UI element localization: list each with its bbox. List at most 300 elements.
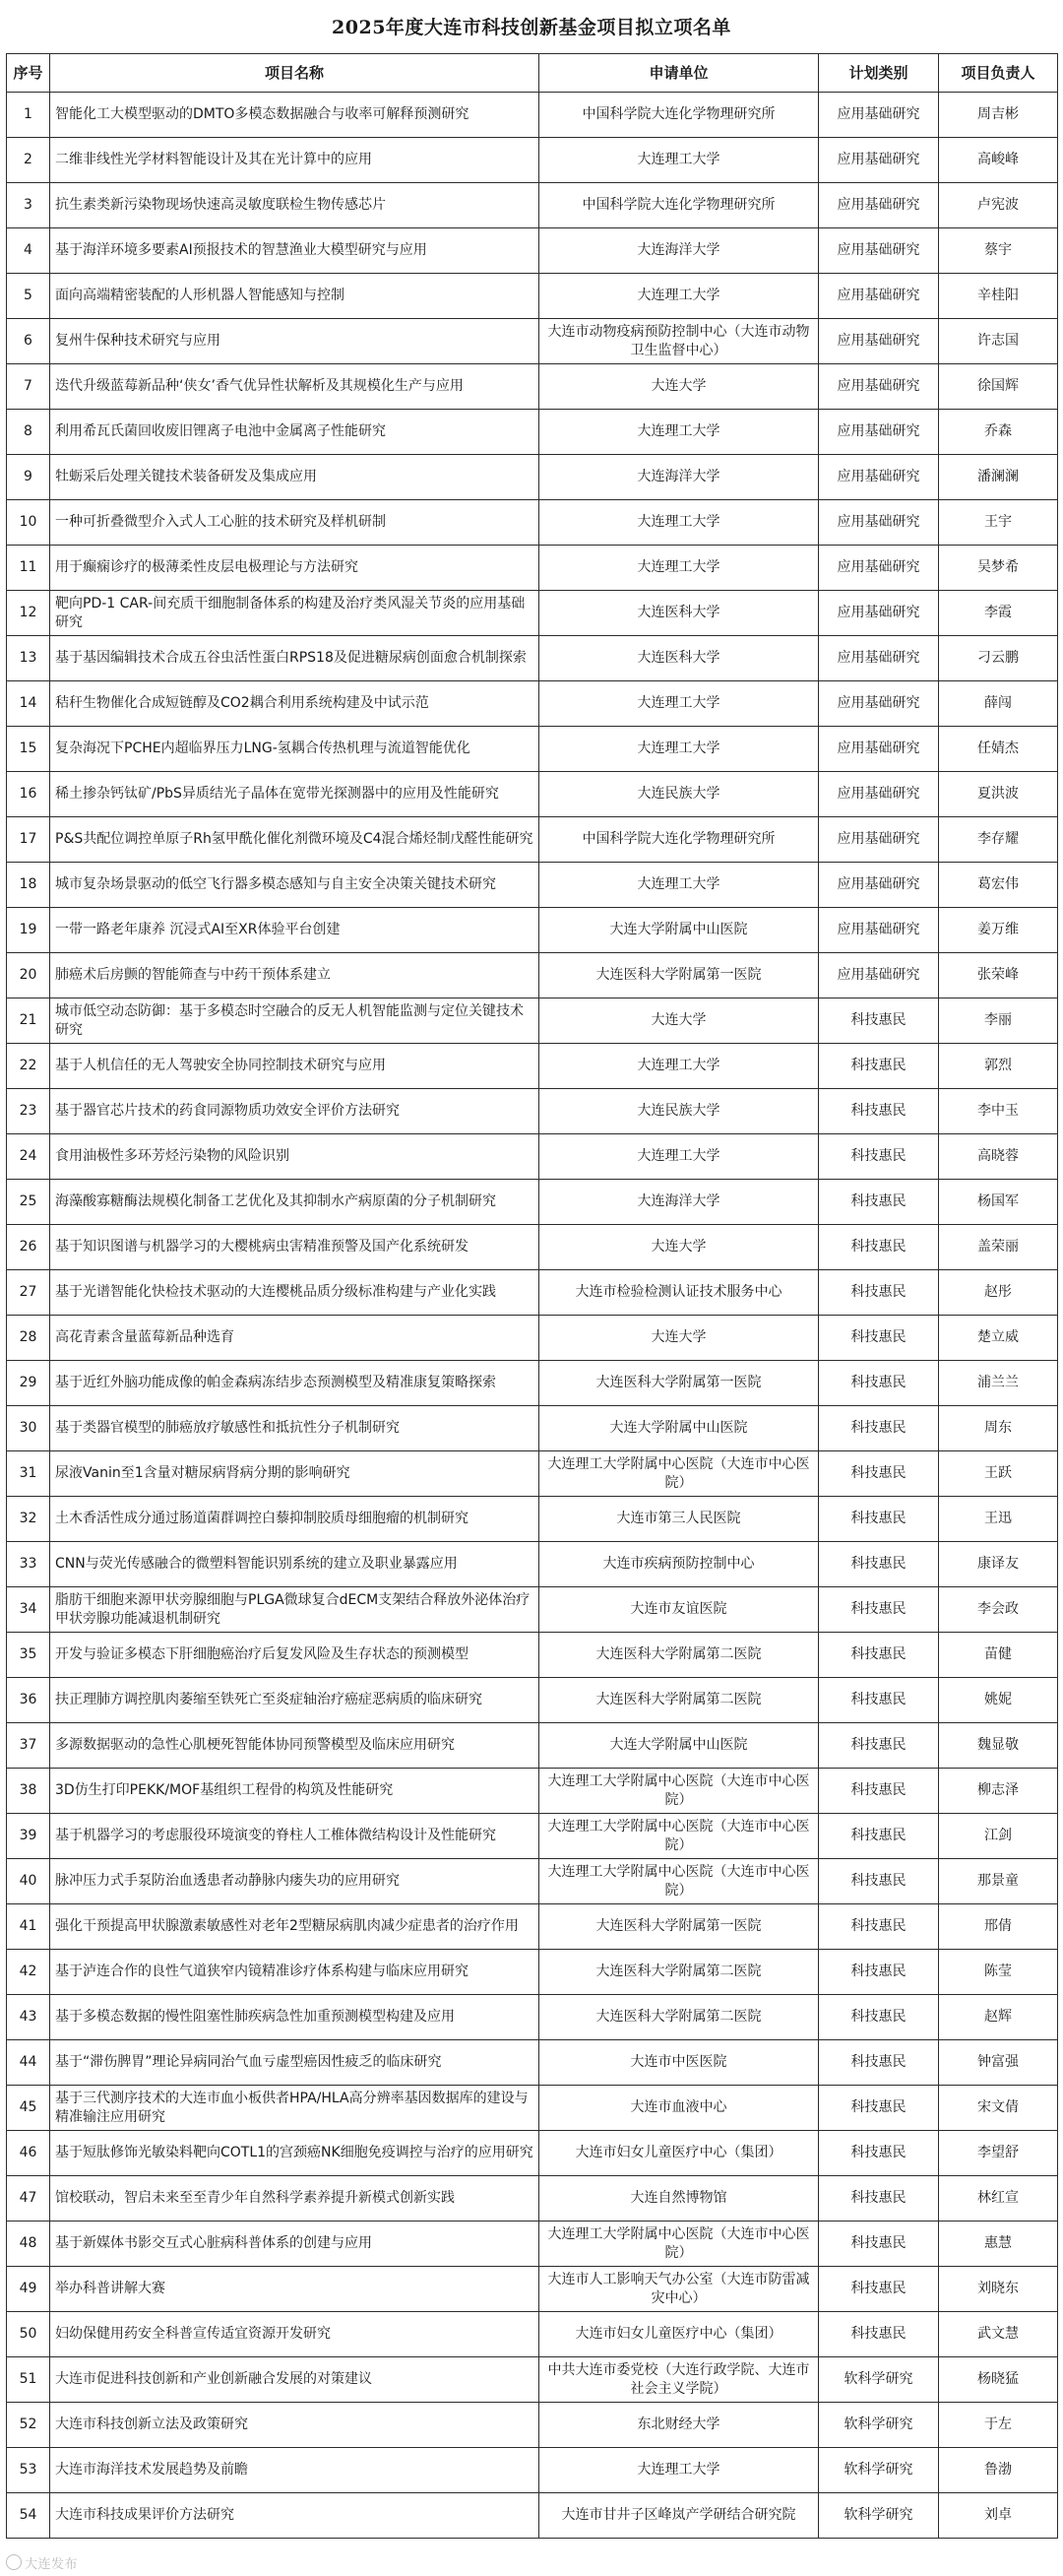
cell-plan-category: 科技惠民 [819,2131,939,2176]
table-row [7,953,1058,998]
cell-number: 7 [7,364,50,410]
cell-project-leader: 康译友 [939,1542,1058,1587]
cell-applicant-unit: 中国科学院大连化学物理研究所 [539,183,819,228]
cell-number: 44 [7,2040,50,2086]
cell-plan-category: 应用基础研究 [819,228,939,274]
cell-project-name: 开发与验证多模态下肝细胞癌治疗后复发风险及生存状态的预测模型 [50,1633,539,1678]
cell-plan-category: 应用基础研究 [819,183,939,228]
cell-applicant-unit: 大连市甘井子区峰岚产学研结合研究院 [539,2493,819,2539]
cell-applicant-unit: 大连民族大学 [539,1089,819,1134]
table-row [7,1180,1058,1225]
cell-number: 14 [7,681,50,727]
cell-number: 48 [7,2222,50,2267]
cell-applicant-unit: 大连医科大学附属第二医院 [539,1950,819,1995]
cell-project-leader: 潘澜澜 [939,455,1058,500]
cell-number: 13 [7,636,50,681]
table-row [7,1678,1058,1723]
cell-applicant-unit: 大连市第三人民医院 [539,1497,819,1542]
cell-project-leader: 李丽 [939,998,1058,1044]
cell-project-name: 复杂海况下PCHE内超临界压力LNG-氢耦合传热机理与流道智能优化 [50,727,539,772]
cell-plan-category: 科技惠民 [819,1134,939,1180]
cell-project-leader: 辛桂阳 [939,274,1058,319]
cell-plan-category: 应用基础研究 [819,93,939,138]
cell-project-name: 基于海洋环境多要素AI预报技术的智慧渔业大模型研究与应用 [50,228,539,274]
table-row [7,1995,1058,2040]
table-row [7,2267,1058,2312]
table-row [7,1134,1058,1180]
column-header-project-name: 项目名称 [50,54,539,93]
cell-number: 17 [7,817,50,863]
cell-project-name: 3D仿生打印PEKK/MOF基组织工程骨的构筑及性能研究 [50,1769,539,1814]
cell-project-leader: 鲁渤 [939,2448,1058,2493]
cell-plan-category: 科技惠民 [819,1678,939,1723]
cell-applicant-unit: 大连市检验检测认证技术服务中心 [539,1270,819,1316]
project-list-table [6,53,1058,2539]
cell-project-leader: 江剑 [939,1814,1058,1859]
cell-number: 31 [7,1451,50,1497]
cell-number: 9 [7,455,50,500]
cell-project-name: 基于人机信任的无人驾驶安全协同控制技术研究与应用 [50,1044,539,1089]
cell-applicant-unit: 大连市妇女儿童医疗中心（集团） [539,2312,819,2357]
cell-number: 15 [7,727,50,772]
table-row [7,319,1058,364]
table-row [7,2357,1058,2403]
cell-project-name: 城市复杂场景驱动的低空飞行器多模态感知与自主安全决策关键技术研究 [50,863,539,908]
cell-applicant-unit: 中共大连市委党校（大连行政学院、大连市社会主义学院） [539,2357,819,2403]
cell-plan-category: 应用基础研究 [819,591,939,636]
cell-plan-category: 科技惠民 [819,2222,939,2267]
table-row [7,455,1058,500]
cell-project-name: 基于机器学习的考虑服役环境演变的脊柱人工椎体微结构设计及性能研究 [50,1814,539,1859]
cell-project-name: 基于三代测序技术的大连市血小板供者HPA/HLA高分辨率基因数据库的建设与精准输注应用研究 [50,2086,539,2131]
cell-number: 36 [7,1678,50,1723]
cell-project-leader: 林红宣 [939,2176,1058,2222]
cell-project-leader: 姜万维 [939,908,1058,953]
cell-applicant-unit: 大连大学附属中山医院 [539,1723,819,1769]
cell-project-leader: 楚立威 [939,1316,1058,1361]
cell-project-leader: 王跃 [939,1451,1058,1497]
cell-number: 2 [7,138,50,183]
document-title: 2025年度大连市科技创新基金项目拟立项名单 [332,17,731,38]
table-row [7,2040,1058,2086]
cell-number: 3 [7,183,50,228]
cell-project-leader: 邢倩 [939,1904,1058,1950]
cell-project-name: 尿液Vanin至1含量对糖尿病肾病分期的影响研究 [50,1451,539,1497]
cell-project-leader: 杨国军 [939,1180,1058,1225]
cell-number: 29 [7,1361,50,1406]
table-row [7,908,1058,953]
cell-project-leader: 蔡宇 [939,228,1058,274]
cell-plan-category: 科技惠民 [819,1542,939,1587]
column-header-number: 序号 [7,54,50,93]
cell-number: 22 [7,1044,50,1089]
cell-applicant-unit: 大连大学 [539,998,819,1044]
table-header-row [7,54,1058,93]
cell-number: 4 [7,228,50,274]
cell-applicant-unit: 大连理工大学 [539,138,819,183]
cell-project-name: 靶向PD-1 CAR-间充质干细胞制备体系的构建及治疗类风湿关节炎的应用基础研究 [50,591,539,636]
table-row [7,591,1058,636]
cell-project-name: 大连市科技成果评价方法研究 [50,2493,539,2539]
cell-project-name: 二维非线性光学材料智能设计及其在光计算中的应用 [50,138,539,183]
table-row [7,817,1058,863]
cell-number: 50 [7,2312,50,2357]
cell-plan-category: 科技惠民 [819,2040,939,2086]
cell-project-name: 举办科普讲解大赛 [50,2267,539,2312]
column-header-project-leader: 项目负责人 [939,54,1058,93]
cell-plan-category: 科技惠民 [819,1723,939,1769]
cell-project-leader: 李会政 [939,1587,1058,1633]
cell-applicant-unit: 大连医科大学附属第二医院 [539,1633,819,1678]
cell-project-name: 稀土掺杂钙钛矿/PbS异质结光子晶体在宽带光探测器中的应用及性能研究 [50,772,539,817]
cell-plan-category: 科技惠民 [819,1451,939,1497]
table-row [7,1587,1058,1633]
table-row [7,228,1058,274]
cell-project-name: 基于光谱智能化快检技术驱动的大连樱桃品质分级标准构建与产业化实践 [50,1270,539,1316]
cell-plan-category: 应用基础研究 [819,274,939,319]
column-header-applicant-unit: 申请单位 [539,54,819,93]
table-row [7,1859,1058,1904]
table-row [7,681,1058,727]
table-row [7,998,1058,1044]
cell-applicant-unit: 大连理工大学附属中心医院（大连市中心医院） [539,1451,819,1497]
cell-project-leader: 周东 [939,1406,1058,1451]
cell-project-leader: 王宇 [939,500,1058,546]
cell-applicant-unit: 大连大学 [539,1225,819,1270]
cell-project-name: 基于多模态数据的慢性阻塞性肺疾病急性加重预测模型构建及应用 [50,1995,539,2040]
cell-plan-category: 应用基础研究 [819,908,939,953]
cell-project-leader: 高峻峰 [939,138,1058,183]
cell-applicant-unit: 大连市血液中心 [539,2086,819,2131]
cell-number: 6 [7,319,50,364]
cell-plan-category: 科技惠民 [819,1270,939,1316]
cell-applicant-unit: 大连理工大学 [539,546,819,591]
cell-plan-category: 应用基础研究 [819,500,939,546]
cell-applicant-unit: 大连大学附属中山医院 [539,908,819,953]
cell-project-name: 基于近红外脑功能成像的帕金森病冻结步态预测模型及精准康复策略探索 [50,1361,539,1406]
table-row [7,1723,1058,1769]
cell-project-leader: 薛闯 [939,681,1058,727]
cell-number: 43 [7,1995,50,2040]
cell-applicant-unit: 大连海洋大学 [539,455,819,500]
table-row [7,1406,1058,1451]
cell-project-name: 脂肪干细胞来源甲状旁腺细胞与PLGA微球复合dECM支架结合释放外泌体治疗甲状旁腺功能减退机制研究 [50,1587,539,1633]
cell-plan-category: 软科学研究 [819,2448,939,2493]
cell-applicant-unit: 中国科学院大连化学物理研究所 [539,93,819,138]
cell-number: 37 [7,1723,50,1769]
table-row [7,1089,1058,1134]
cell-applicant-unit: 大连医科大学附属第一医院 [539,1904,819,1950]
cell-plan-category: 科技惠民 [819,1814,939,1859]
cell-plan-category: 应用基础研究 [819,636,939,681]
cell-project-name: 大连市海洋技术发展趋势及前瞻 [50,2448,539,2493]
cell-project-leader: 魏显敬 [939,1723,1058,1769]
cell-project-leader: 李中玉 [939,1089,1058,1134]
cell-applicant-unit: 大连市友谊医院 [539,1587,819,1633]
cell-number: 40 [7,1859,50,1904]
cell-applicant-unit: 大连医科大学附属第二医院 [539,1995,819,2040]
watermark-text: 大连发布 [25,2557,79,2572]
cell-number: 41 [7,1904,50,1950]
cell-number: 23 [7,1089,50,1134]
table-row [7,863,1058,908]
cell-plan-category: 科技惠民 [819,1089,939,1134]
table-row [7,410,1058,455]
cell-number: 26 [7,1225,50,1270]
table-row [7,364,1058,410]
cell-project-leader: 惠慧 [939,2222,1058,2267]
cell-project-leader: 陈莹 [939,1950,1058,1995]
cell-applicant-unit: 大连理工大学附属中心医院（大连市中心医院） [539,1769,819,1814]
cell-applicant-unit: 大连大学 [539,1316,819,1361]
table-row [7,2493,1058,2539]
cell-project-name: 基于器官芯片技术的药食同源物质功效安全评价方法研究 [50,1089,539,1134]
cell-plan-category: 科技惠民 [819,2086,939,2131]
table-row [7,1451,1058,1497]
cell-number: 20 [7,953,50,998]
cell-project-name: 智能化工大模型驱动的DMTO多模态数据融合与收率可解释预测研究 [50,93,539,138]
table-row [7,546,1058,591]
cell-project-leader: 吴梦希 [939,546,1058,591]
cell-project-leader: 李霞 [939,591,1058,636]
cell-project-name: 食用油极性多环芳烃污染物的风险识别 [50,1134,539,1180]
cell-project-name: 迭代升级蓝莓新品种‘侠女’香气优异性状解析及其规模化生产与应用 [50,364,539,410]
cell-number: 28 [7,1316,50,1361]
cell-project-name: 牡蛎采后处理关键技术装备研发及集成应用 [50,455,539,500]
table-row [7,2131,1058,2176]
cell-project-leader: 张荣峰 [939,953,1058,998]
cell-number: 45 [7,2086,50,2131]
cell-project-name: 抗生素类新污染物现场快速高灵敏度联检生物传感芯片 [50,183,539,228]
cell-plan-category: 应用基础研究 [819,455,939,500]
cell-applicant-unit: 东北财经大学 [539,2403,819,2448]
cell-plan-category: 应用基础研究 [819,410,939,455]
cell-number: 32 [7,1497,50,1542]
cell-plan-category: 科技惠民 [819,2267,939,2312]
cell-project-name: 基于泸连合作的良性气道狭窄内镜精准诊疗体系构建与临床应用研究 [50,1950,539,1995]
cell-project-leader: 浦兰兰 [939,1361,1058,1406]
cell-plan-category: 科技惠民 [819,1225,939,1270]
cell-applicant-unit: 大连市中医医院 [539,2040,819,2086]
table-row [7,1316,1058,1361]
cell-project-leader: 姚妮 [939,1678,1058,1723]
cell-number: 53 [7,2448,50,2493]
cell-project-name: 肺癌术后房颤的智能筛查与中药干预体系建立 [50,953,539,998]
cell-number: 34 [7,1587,50,1633]
cell-project-name: 基于知识图谱与机器学习的大樱桃病虫害精准预警及国产化系统研发 [50,1225,539,1270]
cell-project-leader: 赵辉 [939,1995,1058,2040]
cell-applicant-unit: 大连理工大学 [539,681,819,727]
cell-applicant-unit: 大连理工大学 [539,1134,819,1180]
cell-applicant-unit: 大连大学 [539,364,819,410]
cell-number: 21 [7,998,50,1044]
cell-plan-category: 应用基础研究 [819,953,939,998]
cell-project-name: 基于短肽修饰光敏染料靶向COTL1的宫颈癌NK细胞免疫调控与治疗的应用研究 [50,2131,539,2176]
cell-plan-category: 应用基础研究 [819,817,939,863]
cell-project-leader: 李存耀 [939,817,1058,863]
cell-project-name: 馆校联动，智启未来至至青少年自然科学素养提升新模式创新实践 [50,2176,539,2222]
cell-number: 33 [7,1542,50,1587]
table-row [7,2086,1058,2131]
cell-applicant-unit: 大连理工大学 [539,1044,819,1089]
table-row [7,93,1058,138]
cell-plan-category: 科技惠民 [819,1406,939,1451]
cell-plan-category: 科技惠民 [819,1950,939,1995]
cell-project-leader: 苗健 [939,1633,1058,1678]
cell-plan-category: 科技惠民 [819,1497,939,1542]
cell-project-leader: 钟富强 [939,2040,1058,2086]
cell-plan-category: 科技惠民 [819,1859,939,1904]
cell-project-leader: 郭烈 [939,1044,1058,1089]
cell-applicant-unit: 大连理工大学附属中心医院（大连市中心医院） [539,1814,819,1859]
cell-plan-category: 科技惠民 [819,1633,939,1678]
cell-project-leader: 于左 [939,2403,1058,2448]
cell-project-leader: 刘晓东 [939,2267,1058,2312]
cell-applicant-unit: 中国科学院大连化学物理研究所 [539,817,819,863]
cell-number: 27 [7,1270,50,1316]
cell-project-leader: 葛宏伟 [939,863,1058,908]
cell-number: 25 [7,1180,50,1225]
cell-plan-category: 应用基础研究 [819,546,939,591]
cell-plan-category: 科技惠民 [819,1316,939,1361]
cell-project-leader: 高晓蓉 [939,1134,1058,1180]
cell-applicant-unit: 大连市人工影响天气办公室（大连市防雷减灾中心） [539,2267,819,2312]
table-row [7,183,1058,228]
cell-applicant-unit: 大连医科大学 [539,591,819,636]
cell-number: 52 [7,2403,50,2448]
cell-applicant-unit: 大连医科大学附属第一医院 [539,1361,819,1406]
cell-plan-category: 软科学研究 [819,2403,939,2448]
cell-plan-category: 科技惠民 [819,1995,939,2040]
cell-applicant-unit: 大连理工大学 [539,274,819,319]
cell-applicant-unit: 大连理工大学 [539,863,819,908]
cell-project-name: 复州牛保种技术研究与应用 [50,319,539,364]
cell-number: 11 [7,546,50,591]
cell-project-leader: 武文慧 [939,2312,1058,2357]
cell-project-name: 强化干预提高甲状腺激素敏感性对老年2型糖尿病肌肉减少症患者的治疗作用 [50,1904,539,1950]
cell-project-name: 基于新媒体书影交互式心脏病科普体系的创建与应用 [50,2222,539,2267]
cell-number: 18 [7,863,50,908]
cell-number: 12 [7,591,50,636]
cell-applicant-unit: 大连市疾病预防控制中心 [539,1542,819,1587]
table-row [7,1270,1058,1316]
cell-project-leader: 刘卓 [939,2493,1058,2539]
cell-plan-category: 软科学研究 [819,2493,939,2539]
cell-number: 47 [7,2176,50,2222]
cell-number: 35 [7,1633,50,1678]
cell-project-leader: 宋文倩 [939,2086,1058,2131]
table-row [7,2222,1058,2267]
cell-project-leader: 任婧杰 [939,727,1058,772]
cell-project-leader: 杨晓猛 [939,2357,1058,2403]
cell-plan-category: 应用基础研究 [819,863,939,908]
cell-plan-category: 软科学研究 [819,2357,939,2403]
cell-number: 39 [7,1814,50,1859]
table-row [7,1769,1058,1814]
cell-applicant-unit: 大连理工大学 [539,410,819,455]
table-row [7,1044,1058,1089]
cell-project-leader: 盖荣丽 [939,1225,1058,1270]
cell-applicant-unit: 大连理工大学附属中心医院（大连市中心医院） [539,2222,819,2267]
cell-plan-category: 科技惠民 [819,1361,939,1406]
cell-project-name: 城市低空动态防御：基于多模态时空融合的反无人机智能监测与定位关键技术研究 [50,998,539,1044]
cell-plan-category: 科技惠民 [819,2312,939,2357]
cell-number: 30 [7,1406,50,1451]
cell-project-name: 基于“滞伤脾胃”理论异病同治气血亏虚型癌因性疲乏的临床研究 [50,2040,539,2086]
table-row [7,1633,1058,1678]
cell-project-name: 一带一路老年康养 沉浸式AI至XR体验平台创建 [50,908,539,953]
table-row [7,1361,1058,1406]
cell-plan-category: 科技惠民 [819,1587,939,1633]
table-row [7,1814,1058,1859]
cell-project-name: CNN与荧光传感融合的微塑料智能识别系统的建立及职业暴露应用 [50,1542,539,1587]
cell-project-leader: 李望舒 [939,2131,1058,2176]
table-row [7,1497,1058,1542]
cell-project-name: 利用希瓦氏菌回收废旧锂离子电池中金属离子性能研究 [50,410,539,455]
cell-number: 49 [7,2267,50,2312]
cell-plan-category: 科技惠民 [819,2176,939,2222]
cell-project-leader: 周吉彬 [939,93,1058,138]
cell-applicant-unit: 大连医科大学 [539,636,819,681]
cell-number: 46 [7,2131,50,2176]
cell-project-leader: 王迅 [939,1497,1058,1542]
cell-number: 38 [7,1769,50,1814]
table-row [7,1542,1058,1587]
table-row [7,500,1058,546]
table-row [7,2176,1058,2222]
cell-project-leader: 许志国 [939,319,1058,364]
cell-applicant-unit: 大连民族大学 [539,772,819,817]
cell-plan-category: 应用基础研究 [819,727,939,772]
cell-project-name: 大连市科技创新立法及政策研究 [50,2403,539,2448]
cell-project-leader: 徐国辉 [939,364,1058,410]
cell-number: 51 [7,2357,50,2403]
cell-project-name: 面向高端精密装配的人形机器人智能感知与控制 [50,274,539,319]
cell-project-leader: 那景童 [939,1859,1058,1904]
cell-applicant-unit: 大连理工大学 [539,2448,819,2493]
cell-number: 24 [7,1134,50,1180]
cell-applicant-unit: 大连自然博物馆 [539,2176,819,2222]
cell-project-name: 用于癫痫诊疗的极薄柔性皮层电极理论与方法研究 [50,546,539,591]
table-row [7,1904,1058,1950]
cell-project-name: 秸秆生物催化合成短链醇及CO2耦合利用系统构建及中试示范 [50,681,539,727]
cell-number: 16 [7,772,50,817]
cell-project-name: 一种可折叠微型介入式人工心脏的技术研究及样机研制 [50,500,539,546]
cell-project-name: 脉冲压力式手泵防治血透患者动静脉内瘘失功的应用研究 [50,1859,539,1904]
cell-applicant-unit: 大连海洋大学 [539,1180,819,1225]
table-body [7,93,1058,2539]
cell-number: 8 [7,410,50,455]
cell-project-leader: 柳志泽 [939,1769,1058,1814]
cell-plan-category: 应用基础研究 [819,364,939,410]
cell-applicant-unit: 大连医科大学附属第一医院 [539,953,819,998]
cell-project-name: 土木香活性成分通过肠道菌群调控白藜抑制胶质母细胞瘤的机制研究 [50,1497,539,1542]
cell-number: 1 [7,93,50,138]
cell-plan-category: 应用基础研究 [819,138,939,183]
cell-number: 10 [7,500,50,546]
cell-number: 19 [7,908,50,953]
cell-plan-category: 应用基础研究 [819,319,939,364]
column-header-plan-category: 计划类别 [819,54,939,93]
table-row [7,727,1058,772]
cell-plan-category: 科技惠民 [819,1044,939,1089]
table-row [7,772,1058,817]
table-row [7,1950,1058,1995]
cell-applicant-unit: 大连理工大学附属中心医院（大连市中心医院） [539,1859,819,1904]
table-row [7,2312,1058,2357]
cell-project-name: 扶正理肺方调控肌肉萎缩至铁死亡至炎症轴治疗癌症恶病质的临床研究 [50,1678,539,1723]
cell-applicant-unit: 大连市动物疫病预防控制中心（大连市动物卫生监督中心） [539,319,819,364]
